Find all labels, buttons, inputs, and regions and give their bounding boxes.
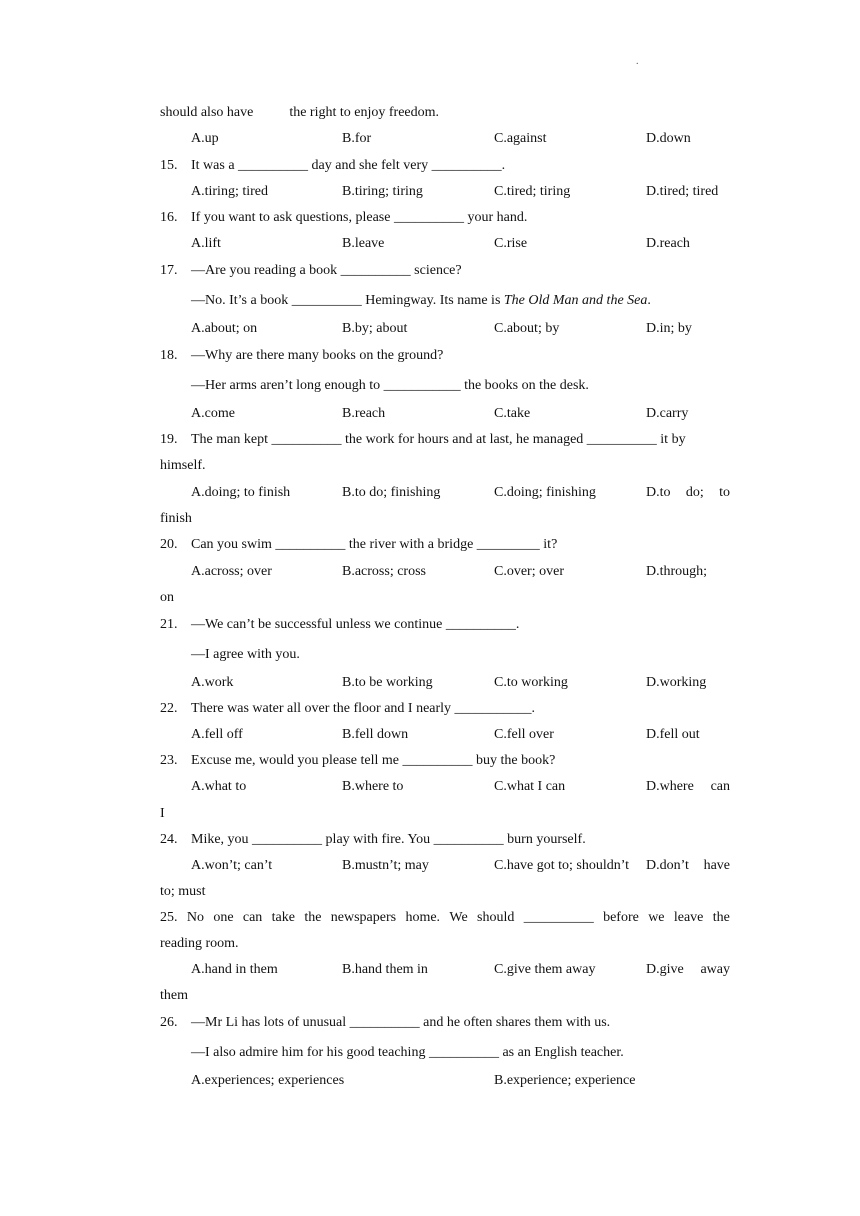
option-d: D.through; [646, 564, 708, 579]
option-b: B.across; cross [342, 564, 426, 579]
option-b: B.to do; finishing [342, 485, 441, 500]
option-a: A.work [191, 675, 234, 690]
option-c: C.fell over [494, 727, 554, 742]
option-b: B.for [342, 131, 372, 146]
option-c: C.to working [494, 675, 568, 690]
question-21-reply: —I agree with you. [191, 647, 300, 662]
option-c: C.take [494, 406, 531, 421]
question-21: 21. —We can’t be successful unless we continue __________. [160, 617, 520, 632]
option-d: D.tired; tired [646, 184, 719, 199]
question-24-options [0, 857, 860, 875]
option-b: B.to be working [342, 675, 433, 690]
question-15-options [0, 183, 860, 201]
question-14-options [0, 130, 860, 148]
option-d: D.working [646, 675, 707, 690]
option-b: B.reach [342, 406, 386, 421]
option-b: B.experience; experience [494, 1073, 636, 1088]
option-c: C.have got to; shouldn’t [494, 858, 630, 873]
question-15: 15. It was a __________ day and she felt very __________. [160, 158, 506, 173]
question-20-option-d-continuation: on [160, 590, 174, 605]
question-17-reply: —No. It’s a book __________ Hemingway. Its name is The Old Man and the Sea. [191, 293, 651, 308]
question-20: 20. Can you swim __________ the river with a bridge _________ it? [160, 537, 558, 552]
question-19-options [0, 484, 860, 502]
question-14-continuation: should also have the right to enjoy freedom. [160, 105, 440, 120]
question-18: 18. —Why are there many books on the ground? [160, 348, 444, 363]
question-16: 16. If you want to ask questions, please __________ your hand. [160, 210, 528, 225]
question-23-options [0, 778, 860, 796]
question-26-options [0, 1072, 860, 1090]
option-d: D.to do; to [646, 485, 730, 500]
question-26: 26. —Mr Li has lots of unusual __________ and he often shares them with us. [160, 1015, 611, 1030]
option-d: D.down [646, 131, 691, 146]
question-19: 19. The man kept __________ the work for hours and at last, he managed __________ it by [160, 432, 686, 447]
option-a: A.across; over [191, 564, 272, 579]
option-a: A.tiring; tired [191, 184, 268, 199]
option-c: C.against [494, 131, 547, 146]
option-a: A.experiences; experiences [191, 1073, 345, 1088]
question-18-reply: —Her arms aren’t long enough to ___________ the books on the desk. [191, 378, 589, 393]
question-23-option-d-continuation: I [160, 806, 165, 821]
option-d: D.carry [646, 406, 689, 421]
option-a: A.hand in them [191, 962, 278, 977]
question-22-options [0, 726, 860, 744]
question-23: 23. Excuse me, would you please tell me __________ buy the book? [160, 753, 556, 768]
question-19-option-d-continuation: finish [160, 511, 192, 526]
question-25-options [0, 961, 860, 979]
option-c: C.doing; finishing [494, 485, 596, 500]
option-a: A.fell off [191, 727, 243, 742]
question-25-option-d-continuation: them [160, 988, 188, 1003]
option-c: C.what I can [494, 779, 566, 794]
question-24-option-d-continuation: to; must [160, 884, 206, 899]
option-a: A.come [191, 406, 235, 421]
question-21-options [0, 674, 860, 692]
option-c: C.about; by [494, 321, 560, 336]
question-25-continuation: reading room. [160, 936, 239, 951]
option-d: D.where can [646, 779, 730, 794]
option-a: A.up [191, 131, 219, 146]
option-b: B.leave [342, 236, 385, 251]
question-19-continuation: himself. [160, 458, 206, 473]
option-c: C.give them away [494, 962, 596, 977]
question-24: 24. Mike, you __________ play with fire. You __________ burn yourself. [160, 832, 586, 847]
question-18-options [0, 405, 860, 423]
question-16-options [0, 235, 860, 253]
book-title: The Old Man and the Sea [503, 293, 648, 308]
option-b: B.tiring; tiring [342, 184, 423, 199]
option-a: A.about; on [191, 321, 258, 336]
option-a: A.lift [191, 236, 221, 251]
option-b: B.fell down [342, 727, 409, 742]
option-d: D.fell out [646, 727, 700, 742]
option-b: B.mustn’t; may [342, 858, 429, 873]
option-a: A.won’t; can’t [191, 858, 273, 873]
question-20-options [0, 563, 860, 581]
option-b: B.where to [342, 779, 404, 794]
option-d: D.in; by [646, 321, 692, 336]
option-b: B.by; about [342, 321, 408, 336]
question-17-options [0, 320, 860, 338]
option-d: D.give away [646, 962, 730, 977]
option-b: B.hand them in [342, 962, 428, 977]
option-d: D.don’t have [646, 858, 730, 873]
question-26-reply: —I also admire him for his good teaching __________ as an English teacher. [191, 1045, 624, 1060]
option-c: C.over; over [494, 564, 564, 579]
option-c: C.tired; tiring [494, 184, 571, 199]
page-marker: . [636, 56, 639, 67]
option-a: A.doing; to finish [191, 485, 291, 500]
question-25: 25. No one can take the newspapers home. We should __________ before we leave the [160, 910, 730, 925]
question-17: 17. —Are you reading a book __________ science? [160, 263, 462, 278]
question-22: 22. There was water all over the floor and I nearly ___________. [160, 701, 536, 716]
option-a: A.what to [191, 779, 247, 794]
option-d: D.reach [646, 236, 690, 251]
option-c: C.rise [494, 236, 528, 251]
